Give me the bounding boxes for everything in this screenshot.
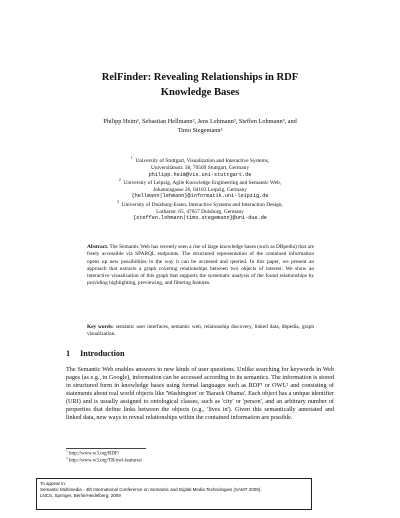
footnote-divider <box>66 448 146 449</box>
affiliation-mark: 1 <box>130 156 133 161</box>
affiliation-email: {steffen.lohmann|timo.stegemann}@uni-due.de <box>133 215 267 222</box>
affiliation-address: Universitätsstr. 38, 70569 Stuttgart, Germany <box>150 164 250 171</box>
affiliation-3 <box>72 199 328 222</box>
affiliation-email: {hellmann|lehmann}@informatik.uni-leipzig.de <box>131 193 269 200</box>
abstract-label: Abstract. <box>87 244 109 250</box>
section-heading <box>66 349 125 359</box>
affiliation-mark: 3 <box>117 199 120 204</box>
keywords <box>87 324 314 339</box>
affiliation-address: Johannisgasse 26, 04103 Leipzig, Germany <box>152 186 248 193</box>
authors-line-2: Timo Stegemann³ <box>177 126 223 134</box>
paper-title <box>60 70 340 100</box>
affiliation-2 <box>72 180 328 200</box>
affiliation-institution: University of Duisburg-Essen, Interactive Systems and Interaction Design, <box>121 201 283 208</box>
publication-note-line-1: To appear in: <box>40 481 67 486</box>
author-list <box>60 118 340 136</box>
abstract <box>87 244 314 288</box>
section-number: 1 <box>66 349 71 358</box>
section-title: Introduction <box>80 349 125 358</box>
affiliations <box>72 158 328 224</box>
affiliation-institution: University of Leipzig, Agile Knowledge Engineering and Semantic Web, <box>123 179 282 186</box>
publication-note-line-3: LNCS, Springer, Berlin/Heidelberg, 2009 <box>40 493 121 498</box>
footnote-link[interactable]: http://www.w3.org/TR/owl-features/ <box>69 458 143 464</box>
abstract-text: The Semantic Web has recently seen a rise of large knowledge bases (such as DBpedia) that are freely accessible via SPARQL endpoints. The structured representation of the contained information opens up new possibilities in the way it can be accessed and queried. In this paper, we present an approach that extracts a graph covering relationships between two objects of interest. We show an interactive visualization of this graph that supports the systematic analysis of the found relationships by providing highlighting, previewing, and filtering features. <box>87 244 314 287</box>
publication-note-line-2: Semantic Multimedia - 4th International Conference on Semantic and Digital Media Technologies (SAMT 2009), <box>40 487 262 492</box>
affiliation-address: Lotharstr. 65, 47057 Duisburg, Germany <box>156 208 244 215</box>
keywords-label: Key words: <box>87 324 114 330</box>
title-line-1: RelFinder: Revealing Relationships in RDF <box>101 72 299 83</box>
footnotes <box>66 451 336 465</box>
affiliation-1 <box>72 158 328 178</box>
footnote-mark: 2 <box>66 456 68 461</box>
keywords-text: semantic user interfaces, semantic web, relationship discovery, linked data, dbpedia, graph visualization. <box>87 324 315 338</box>
affiliation-institution: University of Stuttgart, Visualization and Interactive Systems, <box>135 158 270 164</box>
footnote-link[interactable]: http://www.w3.org/RDF/ <box>69 451 120 457</box>
footnote-mark: 1 <box>66 449 68 453</box>
authors-line-1: Philipp Heim¹, Sebastian Hellmann², Jens Lehmann², Steffen Lohmann³, and <box>103 118 297 125</box>
title-line-2: Knowledge Bases <box>160 87 240 98</box>
introduction-paragraph: The Semantic Web enables answers to new kinds of user questions. Unlike searching for keywords in Web pages (as e.g., in Google), information can be accessed according to its semantics. The information is stored in structured form in knowledge bases using formal languages such as RDF¹ or OWL² and consisting of statements about real world objects like 'Washington' or 'Barack Obama'. Each object has a unique identifier (URI) and is usually assigned to ontological classes, such as 'city' or 'person', and an arbitrary number of properties that define links between the objects (e.g., 'lives in'). Given this semantically annotated and linked data, new ways to reveal relationships within the contained information are possible. <box>66 366 334 421</box>
publication-note-box <box>36 478 312 510</box>
affiliation-mark: 2 <box>118 178 121 183</box>
footnote <box>66 458 336 465</box>
affiliation-email: philipp.heim@vis.uni-stuttgart.de <box>148 171 252 178</box>
